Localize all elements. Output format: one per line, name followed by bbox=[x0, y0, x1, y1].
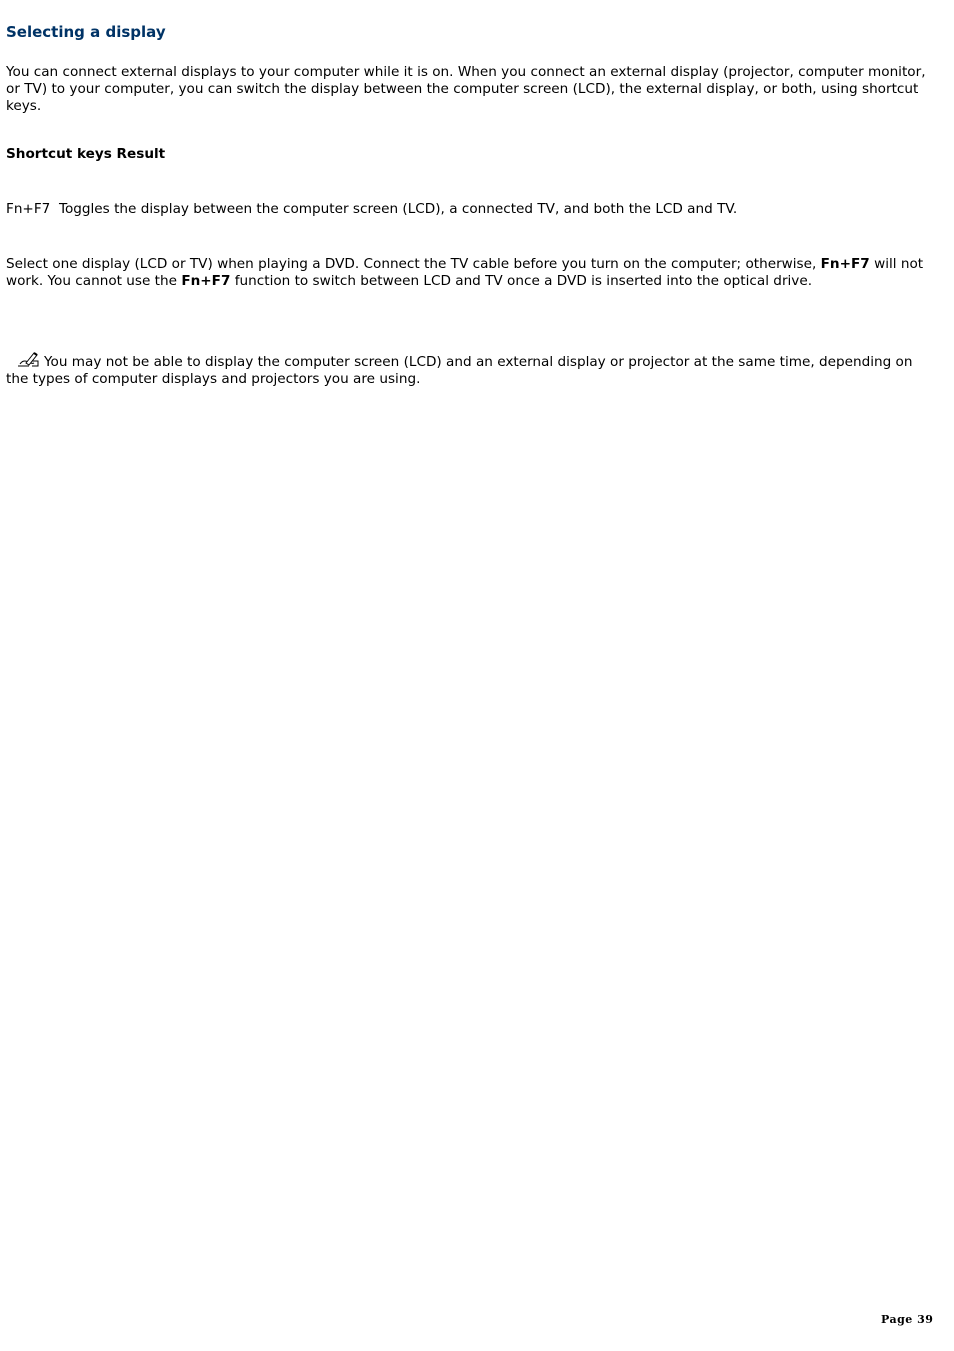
dvd-note-text-2: will not work. You cannot use the bbox=[6, 256, 924, 289]
shortcut-result: Toggles the display between the computer screen (LCD), a connected TV, and both the LCD and TV. bbox=[58, 201, 738, 217]
dvd-note-text-1: Select one display (LCD or TV) when playing a DVD. Connect the TV cable before you turn on the computer; otherwise, bbox=[6, 256, 821, 272]
shortcut-row bbox=[6, 201, 737, 218]
tip-text: You may not be able to display the computer screen (LCD) and an external display or projector at the same time, depending on the types of computer displays and projectors you are using. bbox=[6, 354, 913, 387]
note-pencil-icon bbox=[16, 351, 40, 368]
dvd-note-key-1: Fn+F7 bbox=[820, 256, 870, 272]
page-title: Selecting a display bbox=[6, 23, 166, 41]
dvd-note-paragraph bbox=[6, 256, 936, 290]
shortcut-table-header: Shortcut keys Result bbox=[6, 146, 166, 162]
tip-paragraph bbox=[6, 351, 936, 388]
dvd-note-key-2: Fn+F7 bbox=[181, 273, 231, 289]
dvd-note-text-3: function to switch between LCD and TV once a DVD is inserted into the optical drive. bbox=[230, 273, 813, 289]
page-number: Page 39 bbox=[881, 1313, 934, 1326]
shortcut-key: Fn+F7 bbox=[6, 201, 51, 217]
intro-paragraph: You can connect external displays to your computer while it is on. When you connect an external display (projector, computer monitor, or TV) to your computer, you can switch the display between the computer screen (LCD), the external display, or both, using shortcut keys. bbox=[6, 64, 926, 114]
